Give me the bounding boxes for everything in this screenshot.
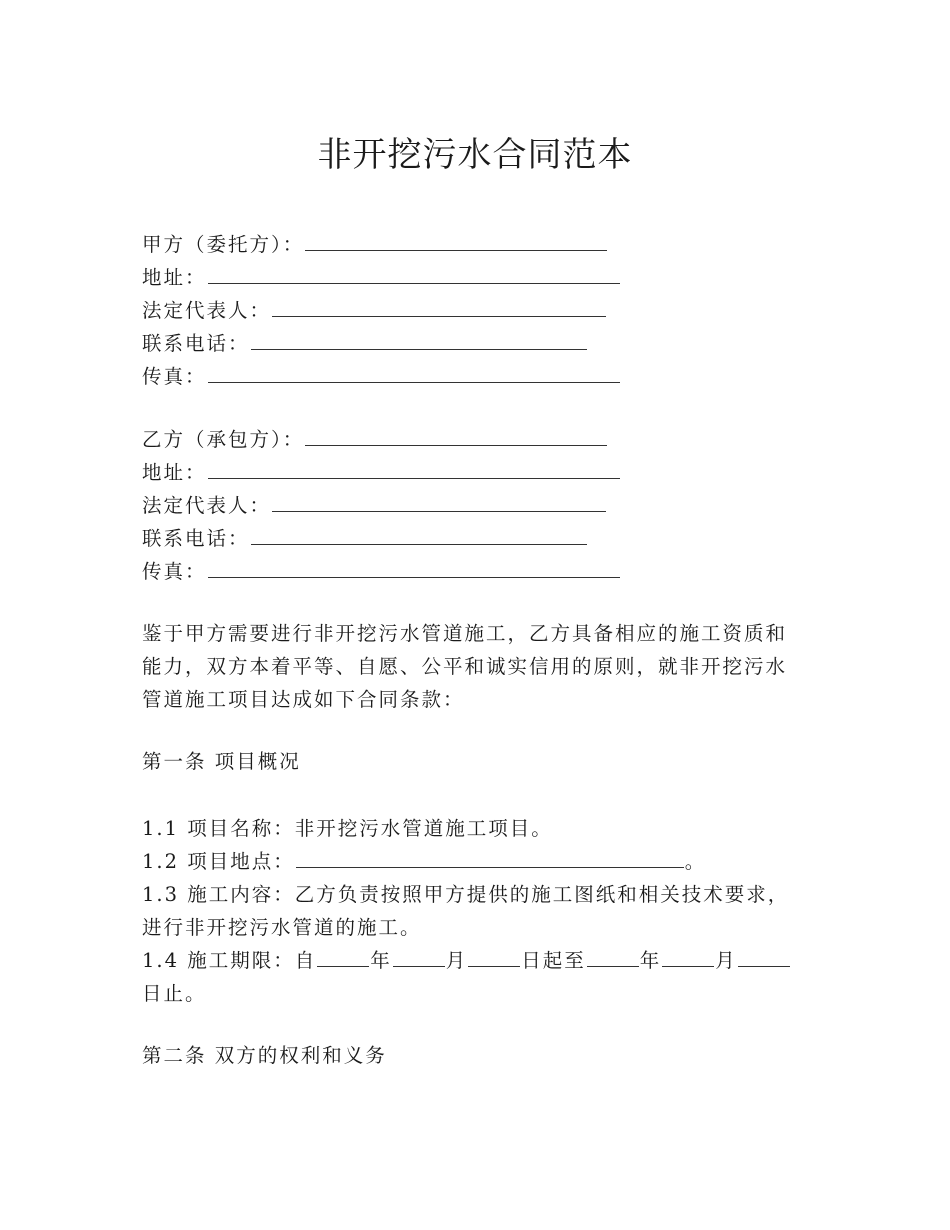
item-1-3-line-2: 进行非开挖污水管道的施工。 <box>142 916 422 939</box>
month-label: 月 <box>445 949 468 972</box>
end-day-blank[interactable] <box>738 944 790 967</box>
party-a-rep-line <box>142 294 802 327</box>
party-b-address-line <box>142 456 802 489</box>
party-a-name-blank[interactable] <box>305 228 607 251</box>
preamble-paragraph <box>142 617 802 716</box>
party-b-rep-line <box>142 489 802 522</box>
month-label: 月 <box>715 949 737 972</box>
year-label: 年 <box>639 949 662 972</box>
party-a-phone-label: 联系电话： <box>142 332 250 355</box>
start-month-blank[interactable] <box>393 944 445 967</box>
party-b-address-label: 地址： <box>142 461 207 484</box>
party-a-section <box>142 228 802 393</box>
project-location-blank[interactable] <box>296 845 684 868</box>
document-title: 非开挖污水合同范本 <box>317 135 633 175</box>
party-a-fax-blank[interactable] <box>208 360 620 383</box>
party-b-fax-blank[interactable] <box>208 555 620 578</box>
party-b-fax-line <box>142 555 802 588</box>
preamble-line: 管道施工项目达成如下合同条款： <box>142 688 465 711</box>
party-a-address-line <box>142 261 802 294</box>
party-b-rep-blank[interactable] <box>272 489 606 512</box>
end-month-blank[interactable] <box>662 944 714 967</box>
article-2-heading-text: 第二条 双方的权利和义务 <box>142 1044 387 1067</box>
item-1-2 <box>142 845 802 878</box>
party-a-fax-label: 传真： <box>142 365 207 388</box>
party-a-role-label: 甲方（委托方）： <box>142 233 305 256</box>
start-year-blank[interactable] <box>317 944 369 967</box>
party-b-fax-label: 传真： <box>142 560 207 583</box>
party-b-phone-blank[interactable] <box>251 522 587 545</box>
party-b-phone-label: 联系电话： <box>142 527 250 550</box>
year-label: 年 <box>370 949 392 972</box>
party-b-rep-label: 法定代表人： <box>142 494 272 517</box>
party-b-address-blank[interactable] <box>208 456 620 479</box>
item-1-4 <box>142 944 802 977</box>
party-a-address-label: 地址： <box>142 266 207 289</box>
party-b-section <box>142 423 802 588</box>
item-1-4-prefix: 1.4 施工期限：自 <box>142 949 317 972</box>
party-a-role-line <box>142 228 802 261</box>
preamble-line: 鉴于甲方需要进行非开挖污水管道施工，乙方具备相应的施工资质和 <box>142 622 788 645</box>
item-1-2-label: 1.2 项目地点： <box>142 850 295 873</box>
start-day-blank[interactable] <box>468 944 520 967</box>
article-1-heading-text: 第一条 项目概况 <box>142 750 301 773</box>
party-a-phone-line <box>142 327 802 360</box>
end-year-blank[interactable] <box>587 944 639 967</box>
article-1-items <box>142 812 802 1010</box>
party-b-phone-line <box>142 522 802 555</box>
article-1-heading <box>142 745 802 778</box>
item-1-1: 1.1 项目名称：非开挖污水管道施工项目。 <box>142 817 553 840</box>
article-2-heading <box>142 1039 802 1072</box>
party-a-rep-blank[interactable] <box>272 294 606 317</box>
party-b-role-label: 乙方（承包方）： <box>142 428 305 451</box>
item-1-4-end: 日止。 <box>142 982 207 1005</box>
party-b-role-line <box>142 423 802 456</box>
item-1-2-end: 。 <box>684 850 707 873</box>
party-a-fax-line <box>142 360 802 393</box>
party-a-phone-blank[interactable] <box>251 327 587 350</box>
preamble-line: 能力，双方本着平等、自愿、公平和诚实信用的原则，就非开挖污水 <box>142 655 788 678</box>
item-1-3-line-1: 1.3 施工内容：乙方负责按照甲方提供的施工图纸和相关技术要求， <box>142 883 790 906</box>
party-a-address-blank[interactable] <box>208 261 620 284</box>
party-b-name-blank[interactable] <box>305 423 607 446</box>
party-a-rep-label: 法定代表人： <box>142 299 272 322</box>
from-day-label: 日起至 <box>521 949 586 972</box>
